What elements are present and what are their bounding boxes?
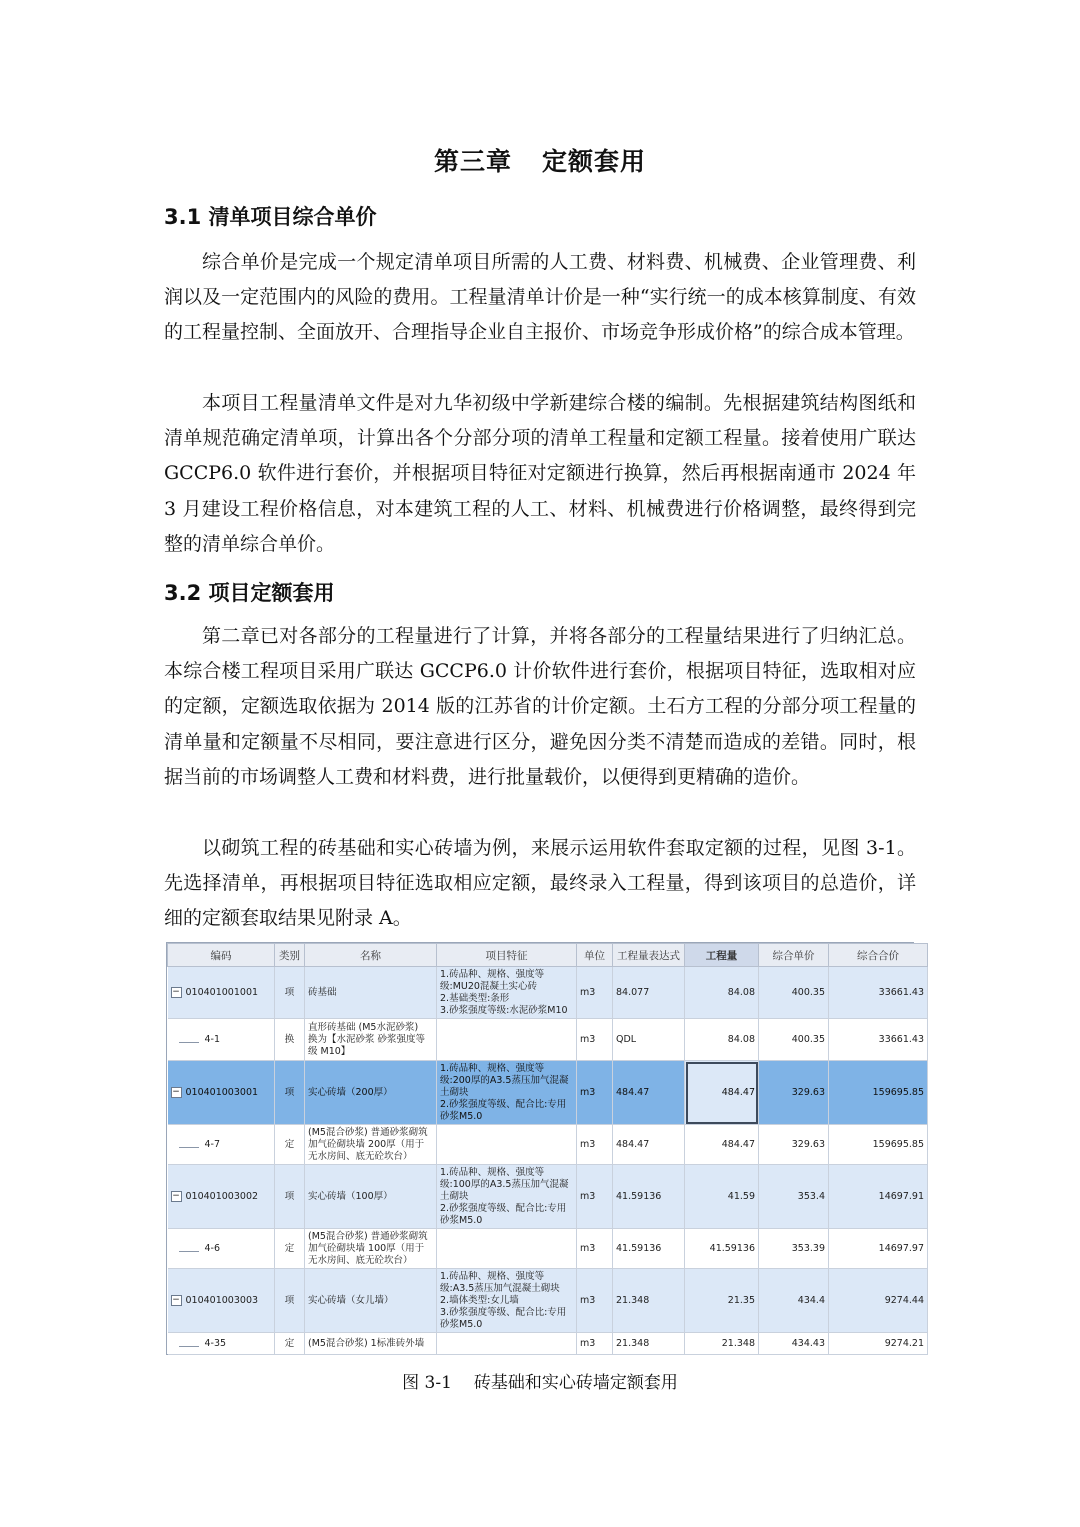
cell-qty[interactable]: 84.08 <box>685 1019 759 1061</box>
table-row[interactable] <box>168 1229 928 1269</box>
code-text: 4-7 <box>204 1138 221 1150</box>
table-row[interactable] <box>168 1019 928 1061</box>
cell-name[interactable]: 实心砖墙（200厚） <box>305 1061 437 1125</box>
table-row[interactable] <box>168 1333 928 1355</box>
paragraph: 本项目工程量清单文件是对九华初级中学新建综合楼的编制。先根据建筑结构图纸和清单规范确定清单项，计算出各个分部分项的清单工程量和定额工程量。接着使用广联达 GCCP6.0 软件进行套价，并根据项目特征对定额进行换算，然后再根据南通市 2024 年 3 月建设工程价格信息，对本建筑工程的人工、材料、机械费进行价格调整，最终得到完整的清单综合单价。 <box>164 392 916 555</box>
column-header[interactable]: 编码 <box>168 944 275 967</box>
cell-unit[interactable]: m3 <box>577 967 613 1019</box>
paragraph: 综合单价是完成一个规定清单项目所需的人工费、材料费、机械费、企业管理费、利润以及一定范围内的风险的费用。工程量清单计价是一种“实行统一的成本核算制度、有效的工程量控制、全面放开、合理指导企业自主报价、市场竞争形成价格”的综合成本管理。 <box>164 251 916 344</box>
cell-code[interactable] <box>168 1333 275 1355</box>
cell-expr[interactable]: QDL <box>613 1019 685 1061</box>
cell-name[interactable]: 直形砖基础 (M5水泥砂浆) 换为【水泥砂浆 砂浆强度等级 M10】 <box>305 1019 437 1061</box>
cell-name[interactable]: 实心砖墙（女儿墙） <box>305 1269 437 1333</box>
cell-expr[interactable]: 41.59136 <box>613 1229 685 1269</box>
section-heading-3-1: 3.1 清单项目综合单价 <box>164 205 377 229</box>
table-row[interactable] <box>168 1165 928 1229</box>
cell-type[interactable]: 项 <box>275 967 305 1019</box>
cell-expr[interactable]: 484.47 <box>613 1125 685 1165</box>
paragraph: 以砌筑工程的砖基础和实心砖墙为例，来展示运用软件套取定额的过程，见图 3-1。先选择清单，再根据项目特征选取相应定额，最终录入工程量，得到该项目的总造价，详细的定额套取结果见附录 A。 <box>164 837 916 930</box>
cell-expr[interactable]: 84.077 <box>613 967 685 1019</box>
column-header[interactable]: 综合合价 <box>829 944 928 967</box>
cell-price[interactable]: 400.35 <box>759 967 829 1019</box>
cell-qty[interactable]: 41.59 <box>685 1165 759 1229</box>
code-text: 010401001001 <box>185 986 259 998</box>
cell-type[interactable]: 定 <box>275 1333 305 1355</box>
collapse-toggle-icon[interactable]: − <box>172 1190 180 1201</box>
cell-feature[interactable] <box>437 1125 577 1165</box>
table-row[interactable] <box>168 967 928 1019</box>
column-header[interactable]: 类别 <box>275 944 305 967</box>
cell-unit[interactable]: m3 <box>577 1061 613 1125</box>
cell-qty[interactable]: 21.35 <box>685 1269 759 1333</box>
cell-price[interactable]: 353.39 <box>759 1229 829 1269</box>
cell-code[interactable] <box>168 967 275 1019</box>
cell-unit[interactable]: m3 <box>577 1019 613 1061</box>
cell-expr[interactable]: 21.348 <box>613 1269 685 1333</box>
cell-feature[interactable]: 1.砖品种、规格、强度等级:A3.5蒸压加气混凝土砌块 2.墙体类型:女儿墙 3.砂浆强度等级、配合比:专用砂浆M5.0 <box>437 1269 577 1333</box>
cell-qty[interactable]: 21.348 <box>685 1333 759 1355</box>
cell-feature[interactable] <box>437 1333 577 1355</box>
collapse-toggle-icon[interactable]: − <box>172 1086 180 1097</box>
cell-total[interactable]: 14697.91 <box>829 1165 928 1229</box>
cell-qty[interactable]: 84.08 <box>685 967 759 1019</box>
cell-total[interactable]: 33661.43 <box>829 1019 928 1061</box>
cell-name[interactable]: (M5混合砂浆) 普通砂浆砌筑加气砼砌块墙 200厚（用于无水房间、底无砼坎台） <box>305 1125 437 1165</box>
cell-feature[interactable]: 1.砖品种、规格、强度等级:200厚的A3.5蒸压加气混凝土砌块 2.砂浆强度等级、配合比:专用砂浆M5.0 <box>437 1061 577 1125</box>
cell-code[interactable] <box>168 1019 275 1061</box>
code-text: 010401003001 <box>185 1086 259 1098</box>
cell-code[interactable] <box>168 1165 275 1229</box>
cell-price[interactable]: 400.35 <box>759 1019 829 1061</box>
cell-expr[interactable]: 41.59136 <box>613 1165 685 1229</box>
software-screenshot-figure <box>166 942 924 1355</box>
cell-name[interactable]: 砖基础 <box>305 967 437 1019</box>
column-header[interactable]: 项目特征 <box>437 944 577 967</box>
cell-unit[interactable]: m3 <box>577 1125 613 1165</box>
cell-price[interactable]: 329.63 <box>759 1125 829 1165</box>
cell-feature[interactable]: 1.砖品种、规格、强度等级:MU20混凝土实心砖 2.基础类型:条形 3.砂浆强度等级:水泥砂浆M10 <box>437 967 577 1019</box>
paragraph: 第二章已对各部分的工程量进行了计算，并将各部分的工程量结果进行了归纳汇总。本综合楼工程项目采用广联达 GCCP6.0 计价软件进行套价，根据项目特征，选取相对应的定额，定额选取依据为 2014 版的江苏省的计价定额。土石方工程的分部分项工程量的清单量和定额量不尽相同，要注意进行区分，避免因分类不清楚而造成的差错。同时，根据当前的市场调整人工费和材料费，进行批量载价，以便得到更精确的造价。 <box>164 625 916 788</box>
code-text: 010401003003 <box>185 1294 259 1306</box>
cell-expr[interactable]: 21.348 <box>613 1333 685 1355</box>
chapter-number: 第三章 <box>433 147 512 176</box>
section-heading-3-2: 3.2 项目定额套用 <box>164 581 335 605</box>
tree-line-icon <box>179 1340 199 1347</box>
cell-qty[interactable]: 484.47 <box>685 1125 759 1165</box>
cell-type[interactable]: 项 <box>275 1269 305 1333</box>
cell-code[interactable] <box>168 1269 275 1333</box>
cell-type[interactable]: 定 <box>275 1125 305 1165</box>
table-row[interactable] <box>168 1061 928 1125</box>
cell-total[interactable]: 159695.85 <box>829 1061 928 1125</box>
cell-type[interactable]: 换 <box>275 1019 305 1061</box>
chapter-name: 定额套用 <box>542 147 647 176</box>
cell-total[interactable]: 9274.44 <box>829 1269 928 1333</box>
figure-caption <box>0 1368 1080 1393</box>
cell-name[interactable]: (M5混合砂浆) 1标准砖外墙 <box>305 1333 437 1355</box>
caption-number: 图 3-1 <box>402 1373 452 1393</box>
cell-qty[interactable]: 484.47 <box>685 1061 759 1125</box>
cell-unit[interactable]: m3 <box>577 1333 613 1355</box>
cell-expr[interactable]: 484.47 <box>613 1061 685 1125</box>
collapse-toggle-icon[interactable]: − <box>172 986 180 997</box>
table-row[interactable] <box>168 1125 928 1165</box>
column-header[interactable]: 名称 <box>305 944 437 967</box>
cell-code[interactable] <box>168 1125 275 1165</box>
cell-type[interactable]: 定 <box>275 1229 305 1269</box>
tree-line-icon <box>179 1141 199 1148</box>
table-row[interactable] <box>168 1269 928 1333</box>
cell-feature[interactable] <box>437 1229 577 1269</box>
chapter-title <box>0 142 1080 178</box>
table-header-row <box>168 944 928 967</box>
cell-type[interactable]: 项 <box>275 1061 305 1125</box>
caption-text: 砖基础和实心砖墙定额套用 <box>473 1373 678 1393</box>
cell-feature[interactable] <box>437 1019 577 1061</box>
code-text: 4-6 <box>204 1242 221 1254</box>
column-header[interactable]: 工程量表达式 <box>613 944 685 967</box>
cell-price[interactable]: 434.4 <box>759 1269 829 1333</box>
cell-name[interactable]: (M5混合砂浆) 普通砂浆砌筑加气砼砌块墙 100厚（用于无水房间、底无砼坎台） <box>305 1229 437 1269</box>
cell-price[interactable]: 434.43 <box>759 1333 829 1355</box>
cell-code[interactable] <box>168 1229 275 1269</box>
cell-total[interactable]: 33661.43 <box>829 967 928 1019</box>
cell-code[interactable] <box>168 1061 275 1125</box>
tree-line-icon <box>179 1036 199 1043</box>
cell-price[interactable]: 353.4 <box>759 1165 829 1229</box>
column-header[interactable]: 单位 <box>577 944 613 967</box>
cell-name[interactable]: 实心砖墙（100厚） <box>305 1165 437 1229</box>
quota-table <box>167 943 928 1355</box>
cell-unit[interactable]: m3 <box>577 1229 613 1269</box>
cell-qty[interactable]: 41.59136 <box>685 1229 759 1269</box>
collapse-toggle-icon[interactable]: − <box>172 1294 180 1305</box>
cell-total[interactable]: 159695.85 <box>829 1125 928 1165</box>
code-text: 4-1 <box>204 1033 221 1045</box>
tree-line-icon <box>179 1245 199 1252</box>
cell-price[interactable]: 329.63 <box>759 1061 829 1125</box>
cell-unit[interactable]: m3 <box>577 1165 613 1229</box>
cell-total[interactable]: 14697.97 <box>829 1229 928 1269</box>
code-text: 4-35 <box>204 1337 227 1349</box>
column-header[interactable]: 工程量 <box>685 944 759 967</box>
cell-total[interactable]: 9274.21 <box>829 1333 928 1355</box>
cell-type[interactable]: 项 <box>275 1165 305 1229</box>
cell-feature[interactable]: 1.砖品种、规格、强度等级:100厚的A3.5蒸压加气混凝土砌块 2.砂浆强度等级、配合比:专用砂浆M5.0 <box>437 1165 577 1229</box>
column-header[interactable]: 综合单价 <box>759 944 829 967</box>
cell-unit[interactable]: m3 <box>577 1269 613 1333</box>
code-text: 010401003002 <box>185 1190 259 1202</box>
